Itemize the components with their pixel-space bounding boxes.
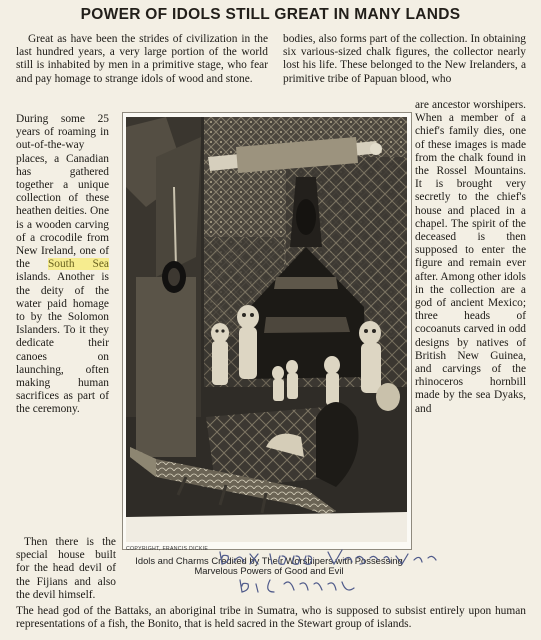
idols-photograph bbox=[126, 117, 407, 542]
text-run: islands. Another is the deity of the water paid homage to by the Solomon Islanders. To it they dedicate their canoes on launching, often making human sacrifices as part of the ceremony. bbox=[16, 271, 109, 416]
paragraph-collection bbox=[16, 113, 109, 417]
headline: POWER OF IDOLS STILL GREAT IN MANY LANDS bbox=[80, 6, 461, 23]
article-column-bottom bbox=[16, 605, 526, 631]
paragraph-bottom bbox=[16, 605, 526, 631]
article-column-right-narrow bbox=[415, 99, 526, 416]
highlighted-phrase: South Sea bbox=[47, 258, 109, 271]
caption-line-1: Idols and Charms Credited by Their Worshipers with Possessing bbox=[135, 555, 403, 566]
article-column-right-top bbox=[283, 33, 526, 86]
caption-line-2: Marvelous Powers of Good and Evil bbox=[194, 565, 344, 577]
article-column-left-bottom bbox=[16, 536, 116, 602]
photo-credit: COPYRIGHT, FRANCIS DICKIE bbox=[126, 546, 209, 552]
paragraph-fijians: Then there is the special house built for the head devil of the Fijians and also the devil himself. bbox=[16, 536, 116, 601]
text-run: The head god of the Battaks, an aboriginal tribe in Sumatra, who is supposed to subsist entirely upon human bbox=[16, 605, 526, 617]
text-run: representations of a fish, the Bonito, that is held sacred in the Stewart group of islands. bbox=[16, 618, 412, 631]
paragraph-ancestor-worship: are ancestor worshipers. When a member of a chief's family dies, one of these images is made from the chalk found in the Rossel Mountains. It is brought very secretly to the chief's house and placed in a chapel. The spirit of the deceased is then supposed to enter the figure and remain ever after. Among other idols in the collection are a god of ancient Mexico; three heads of cocoanuts carved in odd designs by natives of British New Guinea, and carvings of the rhinoceros hornbill made by the sea Dyaks, and bbox=[415, 99, 526, 415]
article-column-left-narrow bbox=[16, 113, 109, 417]
paragraph-intro: Great as have been the strides of civilization in the last hundred years, a very large portion of the world still is inhabited by men in a primitive stage, who fear and pay homage to strange idols of wood and stone. bbox=[16, 33, 268, 85]
photo-caption bbox=[126, 556, 412, 577]
paragraph-chalk-figures: bodies, also forms part of the collection. In obtaining six various-sized chalk figures, the collector nearly lost his life. These belonged to the New Irelanders, a primitive tribe of Papuan blood, who bbox=[283, 33, 526, 85]
text-run: During some 25 years of roaming in out-of-the-way places, a Canadian has gathered together a unique collection of these heathen deities. One is a wooden carving of a crocodile from New Ireland, one of the bbox=[16, 113, 109, 271]
article-column-left-top bbox=[16, 33, 268, 86]
